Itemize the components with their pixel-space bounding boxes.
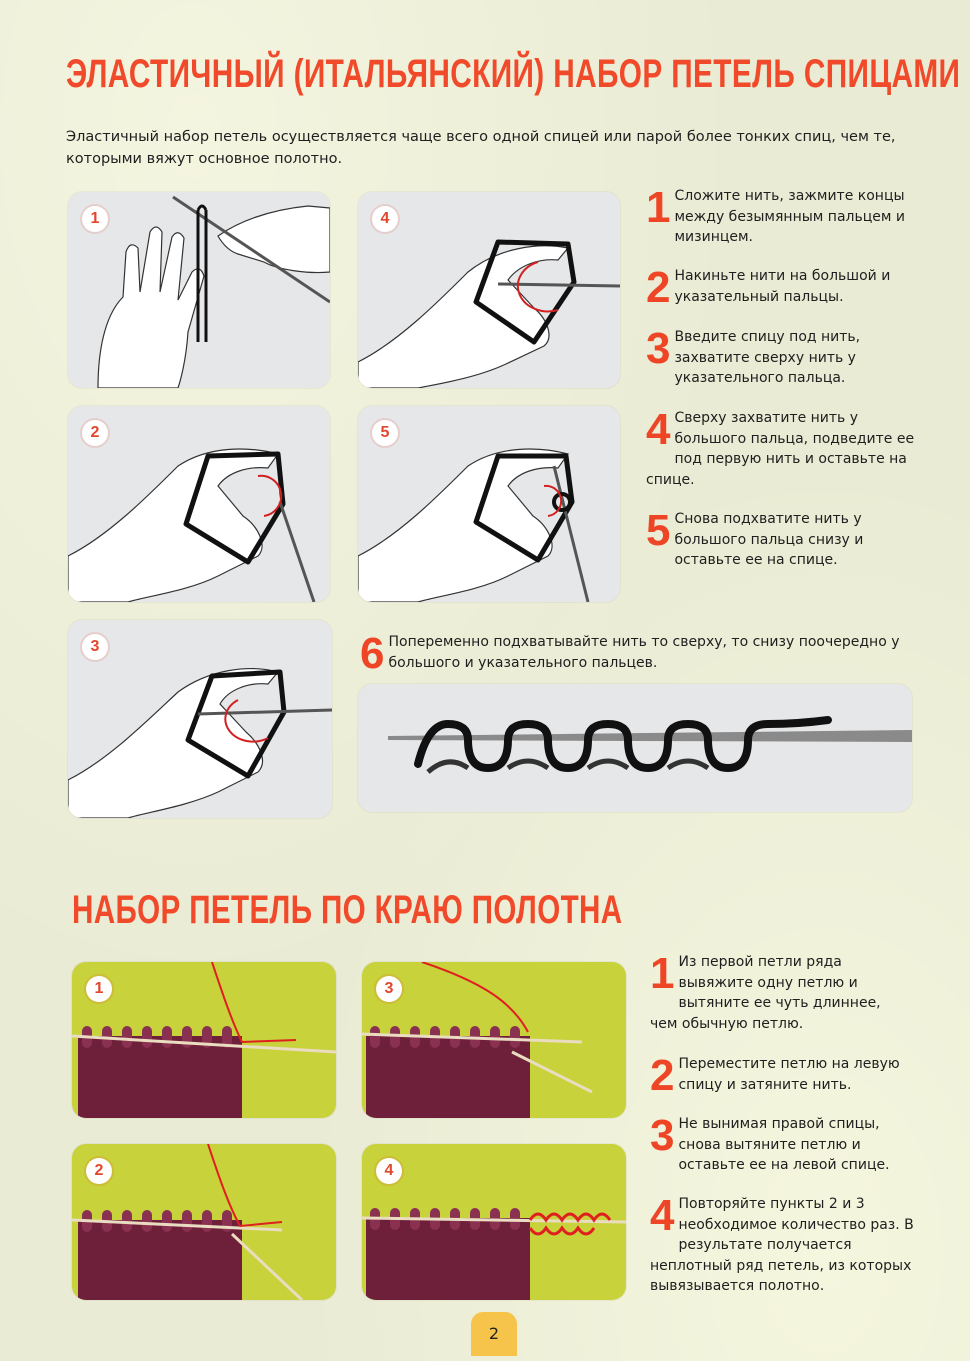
step-number: 2 <box>650 1051 675 1100</box>
step-number: 1 <box>650 949 675 998</box>
step-badge: 5 <box>372 420 398 446</box>
instruction-step-2 <box>646 263 908 312</box>
page-number: 2 <box>471 1312 517 1356</box>
edge-step-1 <box>650 949 910 1034</box>
step-text: Накиньте нити на большой и указательный пальцы. <box>674 268 891 305</box>
step-badge: 2 <box>86 1158 112 1184</box>
edge-step-4 <box>650 1191 914 1297</box>
step-text: Сверху захватите нить у большого пальца, подведите ее под первую нить и оставьте на спице. <box>646 410 915 488</box>
instruction-step-3 <box>646 324 908 389</box>
step-badge: 4 <box>376 1158 402 1184</box>
illustration-panel-2 <box>68 406 330 602</box>
illustration-panel-5 <box>358 406 620 602</box>
step-number: 2 <box>646 263 671 312</box>
step-number: 5 <box>646 506 671 555</box>
step-text: Не вынимая правой спицы, снова вытяните петлю и оставьте ее на левой спице. <box>678 1116 890 1173</box>
section-title-elastic: ЭЛАСТИЧНЫЙ (ИТАЛЬЯНСКИЙ) НАБОР ПЕТЕЛЬ СПИЦАМИ <box>66 52 961 96</box>
step-badge: 1 <box>86 976 112 1002</box>
section-title-edge: НАБОР ПЕТЕЛЬ ПО КРАЮ ПОЛОТНА <box>72 888 623 932</box>
step-text: Сложите нить, зажмите концы между безымянным пальцем и мизинцем. <box>674 188 905 245</box>
step-number: 3 <box>646 324 671 373</box>
step-badge: 3 <box>376 976 402 1002</box>
step-badge: 2 <box>82 420 108 446</box>
step-text: Повторяйте пункты 2 и 3 необходимое количество раз. В результате получается неплотный ряд петель, из которых вывязывается полотно. <box>650 1196 914 1294</box>
edge-panel-2 <box>72 1144 336 1300</box>
step-number: 1 <box>646 183 671 232</box>
edge-step-2 <box>650 1051 920 1100</box>
intro-paragraph: Эластичный набор петель осуществляется чаще всего одной спицей или парой более тонких спиц, чем те, которыми вяжут основное полотно. <box>66 129 896 167</box>
step-number: 4 <box>650 1191 675 1240</box>
step-number: 3 <box>650 1111 675 1160</box>
illustration-panel-6 <box>358 684 912 812</box>
step-badge: 4 <box>372 206 398 232</box>
step-number: 6 <box>360 629 385 678</box>
step-badge: 3 <box>82 634 108 660</box>
edge-panel-4 <box>362 1144 626 1300</box>
step-text: Из первой петли ряда вывяжите одну петлю и вытяните ее чуть длиннее, чем обычную петлю. <box>650 954 881 1032</box>
instruction-step-5 <box>646 506 908 571</box>
step-text: Переместите петлю на левую спицу и затяните нить. <box>678 1056 900 1093</box>
step-text: Попеременно подхватывайте нить то сверху, то снизу поочередно у большого и указательного пальцев. <box>388 634 900 671</box>
instruction-step-1 <box>646 183 916 248</box>
instruction-step-6 <box>360 629 912 678</box>
edge-step-3 <box>650 1111 912 1176</box>
illustration-panel-1 <box>68 192 330 388</box>
illustration-panel-4 <box>358 192 620 388</box>
illustration-panel-3 <box>68 620 332 818</box>
instruction-step-4 <box>646 405 916 490</box>
step-text: Снова подхватите нить у большого пальца снизу и оставьте ее на спице. <box>674 511 864 568</box>
step-number: 4 <box>646 405 671 454</box>
needle-with-stitches-illustration <box>358 684 912 812</box>
step-badge: 1 <box>82 206 108 232</box>
step-text: Введите спицу под нить, захватите сверху нить у указательного пальца. <box>674 329 861 386</box>
edge-panel-1 <box>72 962 336 1118</box>
edge-panel-3 <box>362 962 626 1118</box>
